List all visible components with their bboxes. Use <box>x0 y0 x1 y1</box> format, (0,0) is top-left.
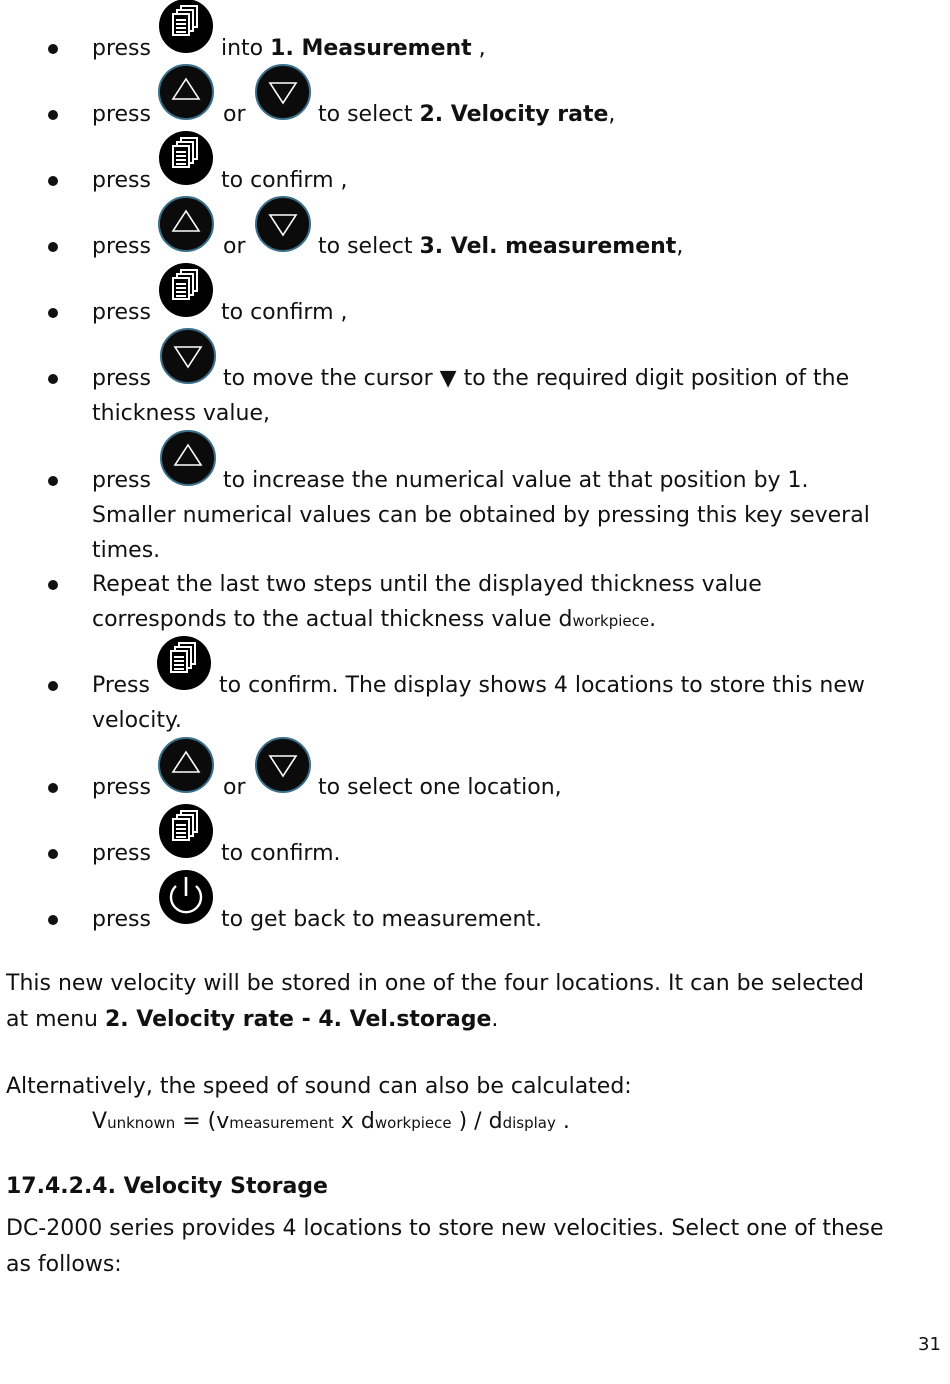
press-word: press <box>92 366 151 391</box>
press-word: press <box>92 234 151 259</box>
bullet <box>48 176 58 186</box>
down-arrow-key-icon <box>254 63 312 121</box>
bullet <box>48 580 58 590</box>
power-key-icon <box>157 868 215 926</box>
up-arrow-key-icon <box>157 195 215 253</box>
menu-key-icon <box>157 261 215 319</box>
down-arrow-key-icon <box>254 195 312 253</box>
menu-key-icon <box>157 0 215 55</box>
press-word: Press <box>92 673 150 698</box>
page-number: 31 <box>918 1334 941 1355</box>
down-arrow-key-icon <box>254 736 312 794</box>
or-word: or <box>223 775 246 800</box>
up-arrow-key-icon <box>157 736 215 794</box>
menu-key-icon <box>157 129 215 187</box>
menu-key-icon <box>157 802 215 860</box>
press-word: press <box>92 102 151 127</box>
or-word: or <box>223 102 246 127</box>
velocity-storage-paragraph: DC-2000 series provides 4 locations to store new velocities. Select one of these as follows: <box>6 1216 884 1277</box>
bullet <box>48 374 58 384</box>
stored-velocity-paragraph: This new velocity will be stored in one of the four locations. It can be selected at menu 2. Velocity rate - 4. Vel.storage. <box>6 971 864 1032</box>
velocity-formula: Vunknown = (vmeasurement x dworkpiece ) / ddisplay . <box>92 1109 570 1134</box>
press-word: press <box>92 775 151 800</box>
bullet <box>48 915 58 925</box>
bullet <box>48 308 58 318</box>
alternative-paragraph: Alternatively, the speed of sound can also be calculated: <box>6 1074 632 1099</box>
press-word: press <box>92 36 151 61</box>
section-heading: 17.4.2.4. Velocity Storage <box>6 1174 328 1199</box>
bullet <box>48 242 58 252</box>
press-word: press <box>92 168 151 193</box>
document-page: press into 1. Measurement , press or to select 2. Velocity rate, press to confirm , press or to select 3. Vel. measurement, press to confirm , press to move the cursor ▼ to the required digit position of the thickness value, press to increase the numerical value at that position by 1. Smaller numerical values can be obtained by pressing this key several times. Repeat the last two steps until the displayed thickness value corresponds to the actual thickness value dworkpiece. Press to confirm. The display shows 4 locations to store this new velocity. press or to select one location, press to confirm. press to get back to measurement. This new velocity will be stored in one of the four locations. It can be selected at menu 2. Velocity rate - 4. Vel.storage. Alternatively, the speed of sound can also be calculated: Vunknown = (vmeasurement x dworkpiece ) / ddisplay . 17.4.2.4. Velocity Storage DC-2000 series provides 4 locations to store new velocities. Select one of these as follows: 31 <box>0 0 950 1384</box>
bullet <box>48 783 58 793</box>
bullet <box>48 476 58 486</box>
bullet <box>48 681 58 691</box>
down-arrow-key-icon <box>159 327 217 385</box>
up-arrow-key-icon <box>157 63 215 121</box>
press-word: press <box>92 468 151 493</box>
or-word: or <box>223 234 246 259</box>
bullet <box>48 44 58 54</box>
bullet <box>48 849 58 859</box>
bullet <box>48 110 58 120</box>
up-arrow-key-icon <box>159 429 217 487</box>
press-word: press <box>92 841 151 866</box>
press-word: press <box>92 300 151 325</box>
menu-key-icon <box>155 634 213 692</box>
press-word: press <box>92 907 151 932</box>
